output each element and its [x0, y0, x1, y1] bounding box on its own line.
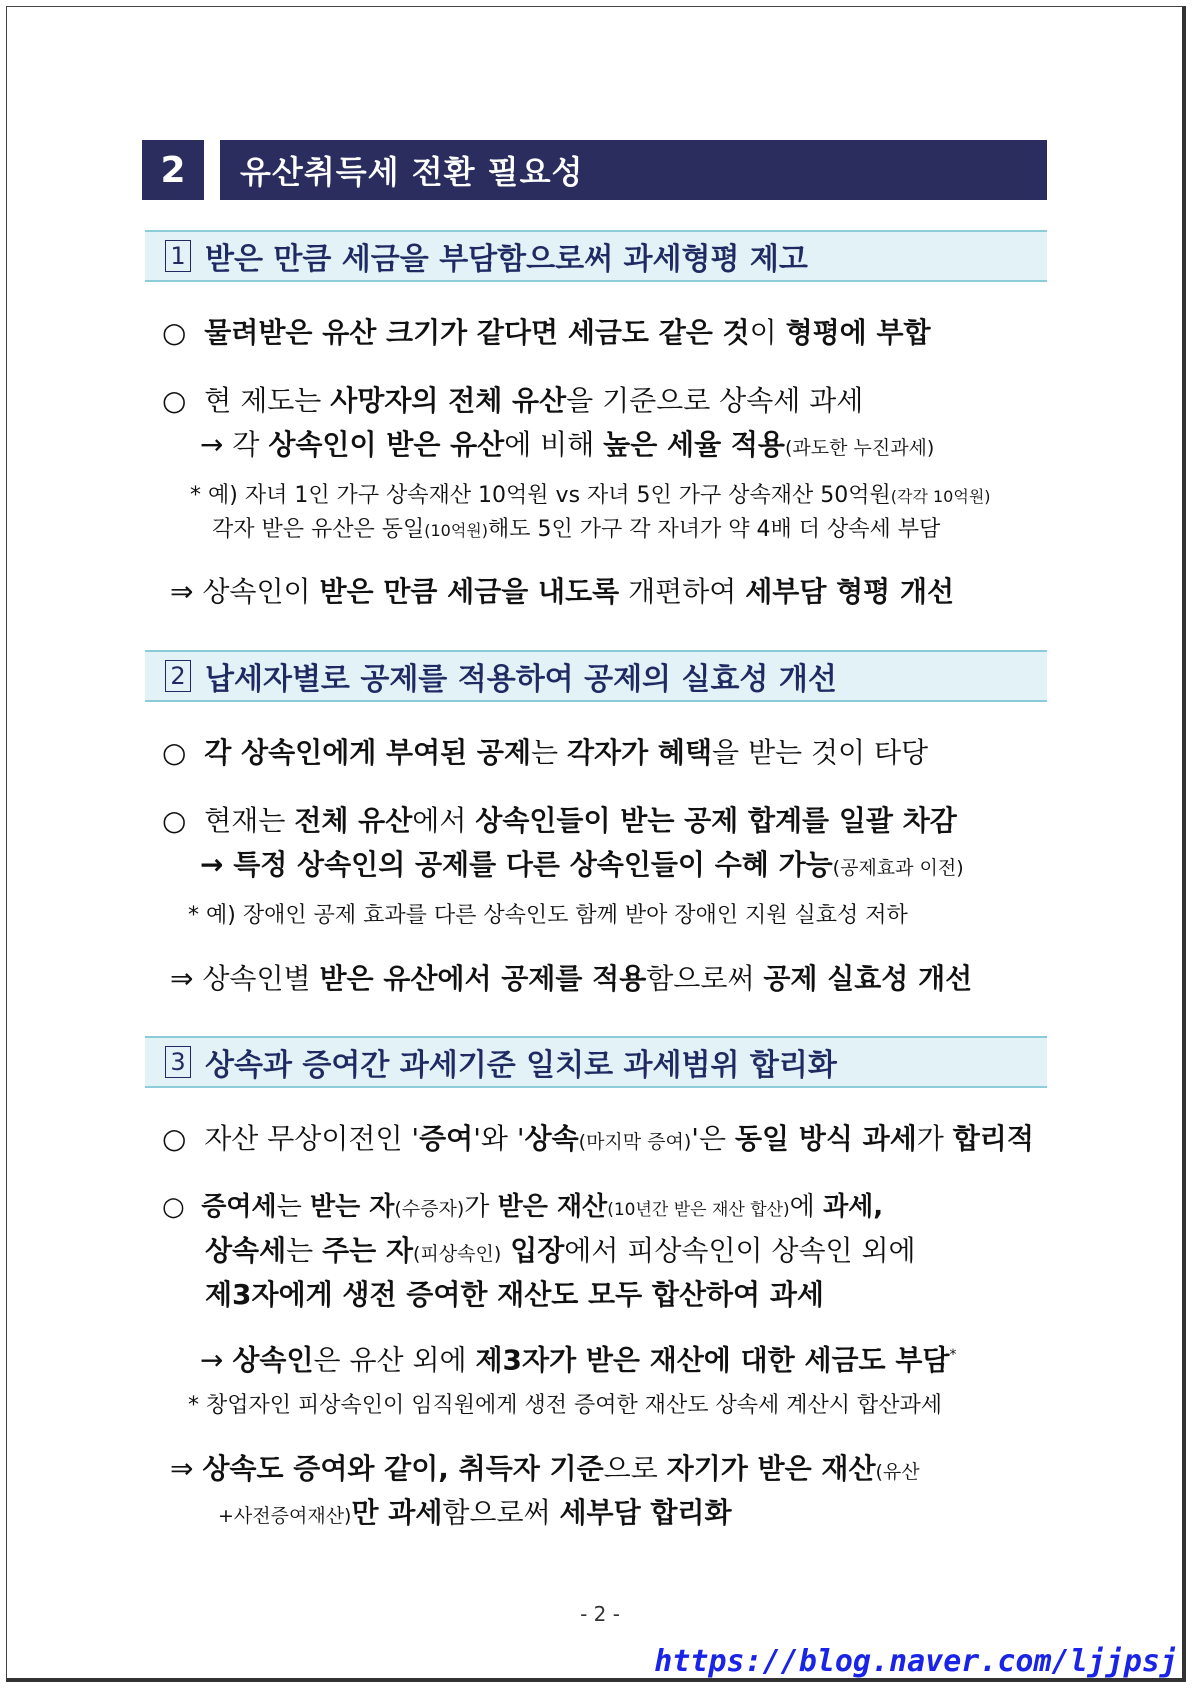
text-bold: 주는 자 [322, 1234, 414, 1267]
text: 해도 5인 가구 각 자녀가 약 4배 더 상속세 부담 [488, 517, 941, 542]
blog-watermark: https://blog.naver.com/ljjpsj [654, 1644, 1178, 1679]
s2-bullet-1 [162, 736, 928, 770]
text-bold: 받는 자 [309, 1192, 395, 1222]
text-small: (공제효과 이전) [832, 857, 964, 879]
bullet-circle: ○ [162, 384, 187, 417]
text: 으로 [603, 1452, 658, 1485]
s2-conclusion [170, 962, 972, 996]
text: 이 [749, 316, 777, 349]
text-bold: 상속 [524, 1122, 579, 1155]
s3-bullet-2 [162, 1190, 883, 1227]
text-small: +사전증여재산) [218, 1505, 352, 1527]
s3-bullet-2c [205, 1278, 824, 1312]
text: 을 받는 것이 타당 [712, 736, 929, 769]
text: 는 [276, 1192, 302, 1222]
text-small: (피상속인) [413, 1243, 502, 1265]
subsection-1-title: 받은 만큼 세금을 부담함으로써 과세형평 제고 [205, 242, 808, 277]
text-small: (각각 10억원) [890, 487, 991, 506]
text-bold: 형평에 부합 [785, 316, 931, 349]
text: 는 [531, 736, 559, 769]
s3-bullet-2-arrow [200, 1338, 956, 1377]
text-bold: 전체 유산 [294, 804, 413, 837]
subsection-2-number: 2 [165, 660, 191, 692]
text: 가 [464, 1192, 490, 1222]
page-number: - 2 - [580, 1602, 620, 1626]
text: → [200, 1343, 224, 1377]
text-bold: → 특정 상속인의 공제를 다른 상속인들이 수혜 가능 [200, 848, 833, 881]
s2-note-1 [188, 902, 908, 930]
text-bold: 제3자에게 생전 증여한 재산도 모두 합산하여 과세 [205, 1278, 824, 1311]
text-bold: 각 상속인에게 부여된 공제 [204, 736, 532, 769]
text: ⇒ 상속인별 [170, 962, 311, 995]
text-bold: 상속도 증여와 같이, 취득자 기준 [202, 1452, 604, 1485]
text: 는 [286, 1234, 314, 1267]
text-small: (마지막 증여) [578, 1131, 692, 1153]
text-bold: 입장 [510, 1234, 565, 1267]
text: 에 비해 [504, 428, 595, 461]
text: 자산 무상이전인 ' [204, 1122, 420, 1155]
text-bold: 세부담 합리화 [559, 1496, 732, 1529]
bullet-circle: ○ [162, 804, 187, 837]
s3-bullet-1 [162, 1122, 1034, 1159]
s1-note-1b [212, 516, 940, 545]
text: '은 [691, 1122, 727, 1155]
text: 함으로써 [646, 962, 755, 995]
text-bold: 증여 [419, 1122, 474, 1155]
text: * 예) 자녀 1인 가구 상속재산 10억원 vs 자녀 5인 가구 상속재산 50억원 [190, 483, 891, 508]
text-small: (10억원) [424, 521, 489, 540]
subsection-2-header [145, 650, 1047, 702]
text-bold: 받은 재산 [497, 1192, 608, 1222]
text: ⇒ [170, 1452, 194, 1485]
subsection-3-header [145, 1036, 1047, 1088]
text: 가 [916, 1122, 944, 1155]
s2-bullet-2 [162, 804, 957, 838]
text: 현재는 [204, 804, 286, 837]
text-bold: 동일 방식 과세 [734, 1122, 917, 1155]
bullet-circle: ○ [162, 1192, 185, 1222]
text-bold: 과세, [823, 1192, 884, 1222]
text: * 창업자인 피상속인이 임직원에게 생전 증여한 재산도 상속세 계산시 합산과세 [188, 1393, 943, 1418]
text-bold: 높은 세율 적용 [603, 428, 785, 461]
text-bold: 상속세 [205, 1234, 287, 1267]
section-number: 2 [142, 140, 204, 200]
text: ⇒ 상속인이 [170, 575, 311, 608]
text: * 예) 장애인 공제 효과를 다른 상속인도 함께 받아 장애인 지원 실효성 저하 [188, 903, 908, 928]
text-bold: 각자가 혜택 [567, 736, 712, 769]
text: '와 ' [473, 1122, 525, 1155]
s1-bullet-2-arrow [200, 428, 934, 465]
s1-bullet-1 [162, 316, 931, 350]
s1-conclusion [170, 575, 954, 609]
s3-bullet-2b [205, 1234, 916, 1271]
text: → 각 [200, 428, 260, 461]
text-bold: 사망자의 전체 유산 [330, 384, 567, 417]
footnote-marker: * [949, 1347, 957, 1363]
text: 에서 [412, 804, 467, 837]
s3-conclusion-2 [218, 1496, 732, 1533]
text-bold: 합리적 [952, 1122, 1034, 1155]
text: 에서 피상속인이 상속인 외에 [564, 1234, 916, 1267]
s3-conclusion [170, 1452, 920, 1489]
text-bold: 만 과세 [351, 1496, 443, 1529]
text-small: (수증자) [394, 1198, 465, 1220]
s1-bullet-2 [162, 384, 863, 418]
text-bold: 공제 실효성 개선 [763, 962, 973, 995]
bullet-circle: ○ [162, 1122, 187, 1155]
text: 을 기준으로 상속세 과세 [566, 384, 864, 417]
subsection-3-number: 3 [165, 1046, 191, 1078]
text: 개편하여 [628, 575, 737, 608]
section-title: 유산취득세 전환 필요성 [220, 140, 1047, 200]
text-bold: 받은 유산에서 공제를 적용 [319, 962, 647, 995]
s3-note-1 [188, 1392, 942, 1420]
bullet-circle: ○ [162, 736, 187, 769]
text-bold: 제3자가 받은 재산에 대한 세금도 부담 [475, 1343, 950, 1377]
text-bold: 세부담 형평 개선 [745, 575, 955, 608]
text: 각자 받은 유산은 동일 [212, 517, 425, 542]
text-small: (10년간 받은 재산 합산) [607, 1200, 790, 1220]
bullet-circle: ○ [162, 316, 187, 349]
subsection-3-title: 상속과 증여간 과세기준 일치로 과세범위 합리화 [205, 1048, 837, 1083]
text-bold: 상속인이 받은 유산 [268, 428, 505, 461]
text-bold: 자기가 받은 재산 [666, 1452, 876, 1485]
subsection-1-number: 1 [165, 240, 191, 272]
subsection-2-title: 납세자별로 공제를 적용하여 공제의 실효성 개선 [205, 662, 837, 697]
s2-bullet-2-arrow [200, 848, 964, 885]
text: 은 유산 외에 [313, 1343, 467, 1377]
text-bold: 받은 만큼 세금을 내도록 [319, 575, 620, 608]
text: 현 제도는 [204, 384, 322, 417]
s1-note-1 [190, 482, 991, 511]
text-small: (과도한 누진과세) [784, 437, 935, 459]
text-bold: 상속인 [232, 1343, 314, 1377]
subsection-1-header [145, 230, 1047, 282]
section-header [142, 140, 1047, 200]
text-small: (유산 [875, 1461, 920, 1483]
text-bold: 증여세 [201, 1192, 277, 1222]
text: 함으로써 [442, 1496, 551, 1529]
text-bold: 물려받은 유산 크기가 같다면 세금도 같은 것 [204, 316, 750, 349]
text-bold: 상속인들이 받는 공제 합계를 일괄 차감 [475, 804, 957, 837]
text: 에 [789, 1192, 815, 1222]
